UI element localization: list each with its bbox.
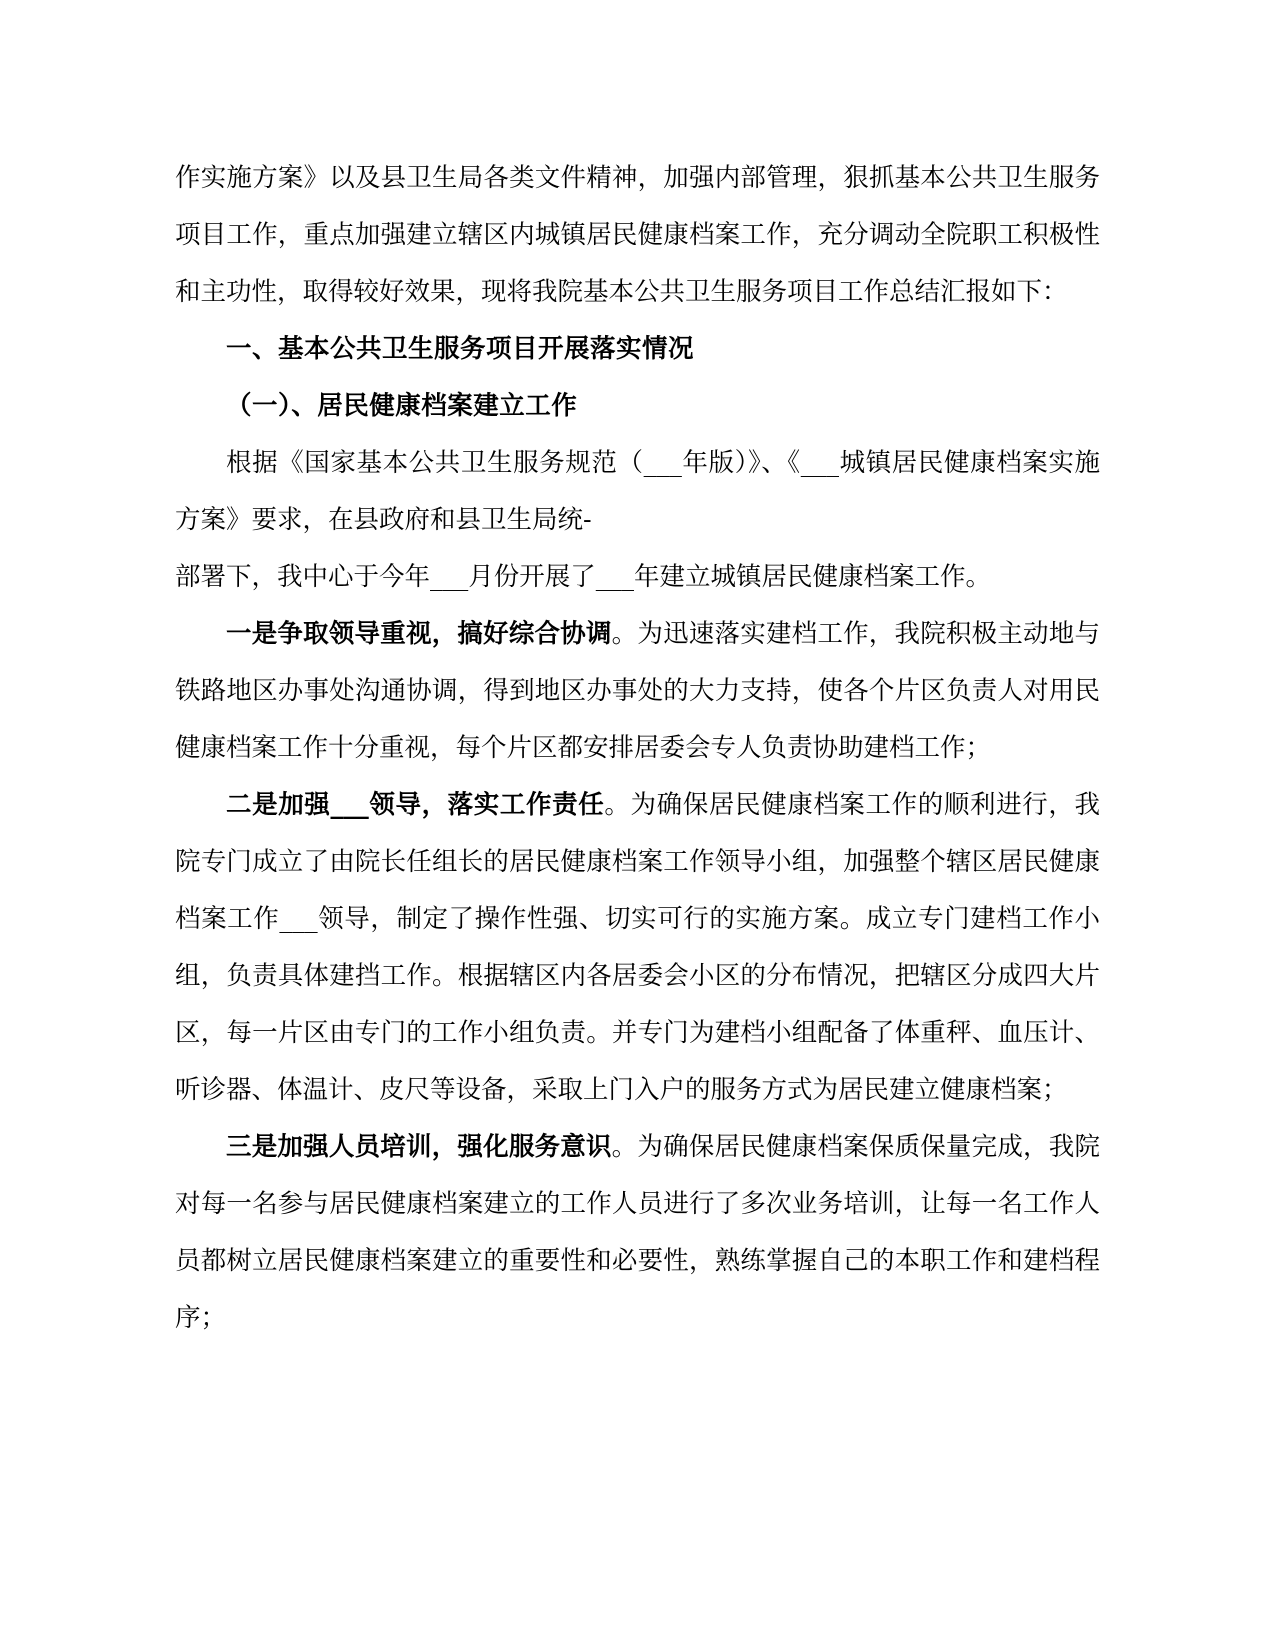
- point-three-text: 。为确保居民健康档案保质保量完成，我院对每一名参与居民健康档案建立的工作人员进行了多次业务培训，让每一名工作人员都树立居民健康档案建立的重要性和必要性，熟练掌握自己的本职工作和建档程序；: [175, 1132, 1100, 1333]
- section-heading-1: 一、基本公共卫生服务项目开展落实情况: [226, 334, 695, 364]
- paragraph-point-three: [175, 1119, 1100, 1347]
- paragraph-continued: 作实施方案》以及县卫生局各类文件精神，加强内部管理，狠抓基本公共卫生服务项目工作，重点加强建立辖区内城镇居民健康档案工作，充分调动全院职工积极性和主功性，取得较好效果，现将我院基本公共卫生服务项目工作总结汇报如下：: [175, 163, 1100, 307]
- point-one-text: 。为迅速落实建档工作，我院积极主动地与铁路地区办事处沟通协调，得到地区办事处的大力支持，使各个片区负责人对用民健康档案工作十分重视，每个片区都安排居委会专人负责协助建档工作；: [175, 619, 1100, 763]
- paragraph-basis: 根据《国家基本公共卫生服务规范（___年版）》、《___城镇居民健康档案实施方案》要求，在县政府和县卫生局统-: [175, 448, 1100, 535]
- subsection-heading-1: （一）、居民健康档案建立工作: [226, 391, 578, 421]
- paragraph-point-one: [175, 606, 1100, 777]
- point-one-lead: 一是争取领导重视，搞好综合协调: [226, 619, 612, 649]
- paragraph-point-two: [175, 777, 1100, 1119]
- document-body: [175, 150, 1100, 1347]
- paragraph-deployment: 部署下，我中心于今年___月份开展了___年建立城镇居民健康档案工作。: [175, 562, 992, 592]
- point-three-lead: 三是加强人员培训，强化服务意识: [226, 1132, 612, 1162]
- point-two-lead: 二是加强___领导，落实工作责任: [226, 790, 605, 820]
- point-two-text: 。为确保居民健康档案工作的顺利进行，我院专门成立了由院长任组长的居民健康档案工作领导小组，加强整个辖区居民健康档案工作___领导，制定了操作性强、切实可行的实施方案。成立专门建档工作小组，负责具体建挡工作。根据辖区内各居委会小区的分布情况，把辖区分成四大片区，每一片区由专门的工作小组负责。并专门为建档小组配备了体重秤、血压计、听诊器、体温计、皮尺等设备，采取上门入户的服务方式为居民建立健康档案；: [175, 790, 1100, 1105]
